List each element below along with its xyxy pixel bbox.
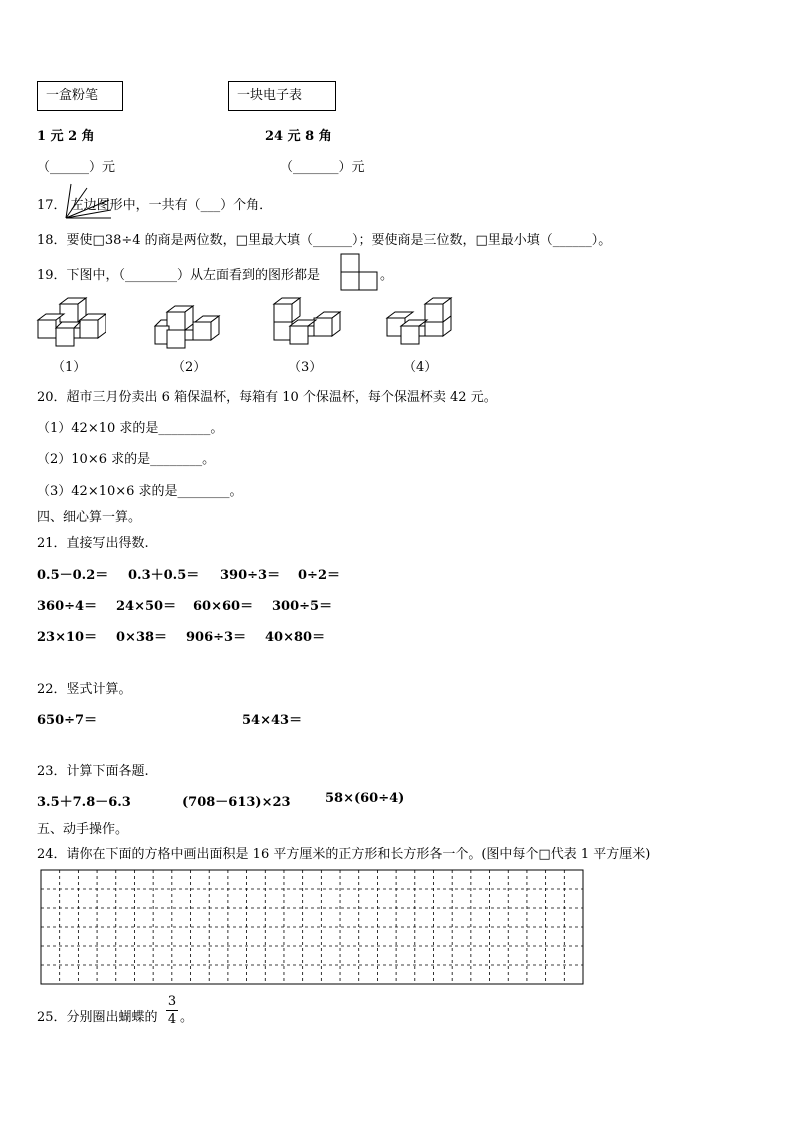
calc-item: 0÷2＝: [298, 568, 340, 583]
question-25-end: 。: [180, 1010, 194, 1025]
compute-item: 58×(60÷4): [325, 791, 405, 806]
compute-item: (708－613)×23: [182, 795, 291, 810]
question-25: [37, 1006, 158, 1025]
price-watch: 24 元 8 角: [265, 129, 332, 144]
calc-item: 0.5－0.2＝: [37, 568, 109, 583]
question-23-title: 23．计算下面各题.: [37, 764, 149, 779]
fraction: [166, 994, 178, 1027]
cube-figure-4: [385, 296, 453, 352]
item-box-chalk: [37, 81, 123, 111]
question-17: 17． 左边图形中，一共有（___）个角．: [37, 198, 273, 213]
vertical-calc-item: 54×43＝: [242, 713, 303, 728]
calc-item: 23×10＝: [37, 630, 98, 645]
cube-figure-3: [272, 296, 342, 352]
question-19-end: 。: [380, 268, 394, 283]
calc-item: 0.3＋0.5＝: [128, 568, 200, 583]
question-24: 24．请你在下面的方格中画出面积是 16 平方厘米的正方形和长方形各一个。(图中每个□代表 1 平方厘米): [37, 847, 651, 862]
figure-label-1: （1）: [52, 360, 87, 375]
price-chalk: 1 元 2 角: [37, 129, 95, 144]
question-21-title: 21．直接写出得数.: [37, 536, 149, 551]
calc-item: 40×80＝: [265, 630, 326, 645]
vertical-calc-item: 650÷7＝: [37, 713, 98, 728]
item-label-chalk: 一盒粉笔: [46, 88, 99, 103]
calc-item: 906÷3＝: [186, 630, 247, 645]
left-view-shape: [340, 253, 380, 291]
calc-item: 0×38＝: [116, 630, 168, 645]
figure-label-4: （4）: [403, 360, 438, 375]
compute-item: 3.5＋7.8－6.3: [37, 795, 131, 810]
question-20-sub1: （1）42×10 求的是________。: [37, 421, 224, 436]
figure-label-3: （3）: [288, 360, 323, 375]
section-4-title: 四、细心算一算。: [37, 510, 142, 525]
fraction-bar: [166, 1010, 178, 1011]
figure-label-2: （2）: [172, 360, 207, 375]
section-5-title: 五、动手操作。: [37, 822, 129, 837]
question-20-sub3: （3）42×10×6 求的是________。: [37, 484, 243, 499]
question-19-text: 19．下图中，（________）从左面看到的图形都是: [37, 268, 321, 283]
cube-figure-1: [36, 296, 106, 351]
question-25-text: 25．分别圈出蝴蝶的: [37, 1010, 158, 1025]
fraction-denominator: 4: [167, 1012, 177, 1027]
calc-item: 390÷3＝: [220, 568, 281, 583]
question-22-title: 22．竖式计算。: [37, 682, 132, 697]
angle-figure: [63, 182, 113, 220]
question-19: [37, 264, 320, 283]
item-label-watch: 一块电子表: [237, 88, 303, 103]
calc-item: 24×50＝: [116, 599, 177, 614]
square-grid[interactable]: [40, 869, 584, 985]
calc-item: 360÷4＝: [37, 599, 98, 614]
item-box-watch: [228, 81, 336, 111]
cube-figure-2: [153, 304, 221, 352]
calc-item: 60×60＝: [193, 599, 254, 614]
question-20-sub2: （2）10×6 求的是________。: [37, 452, 216, 467]
answer-blank-watch: （_______）元: [280, 160, 365, 175]
answer-blank-chalk: （______）元: [37, 160, 116, 175]
question-20: 20．超市三月份卖出 6 箱保温杯，每箱有 10 个保温杯，每个保温杯卖 42 元。: [37, 390, 497, 405]
question-18: 18．要使□38÷4 的商是两位数，□里最大填（______）；要使商是三位数，□里最小填（______）。: [37, 233, 612, 248]
calc-item: 300÷5＝: [272, 599, 333, 614]
fraction-numerator: 3: [167, 994, 177, 1009]
